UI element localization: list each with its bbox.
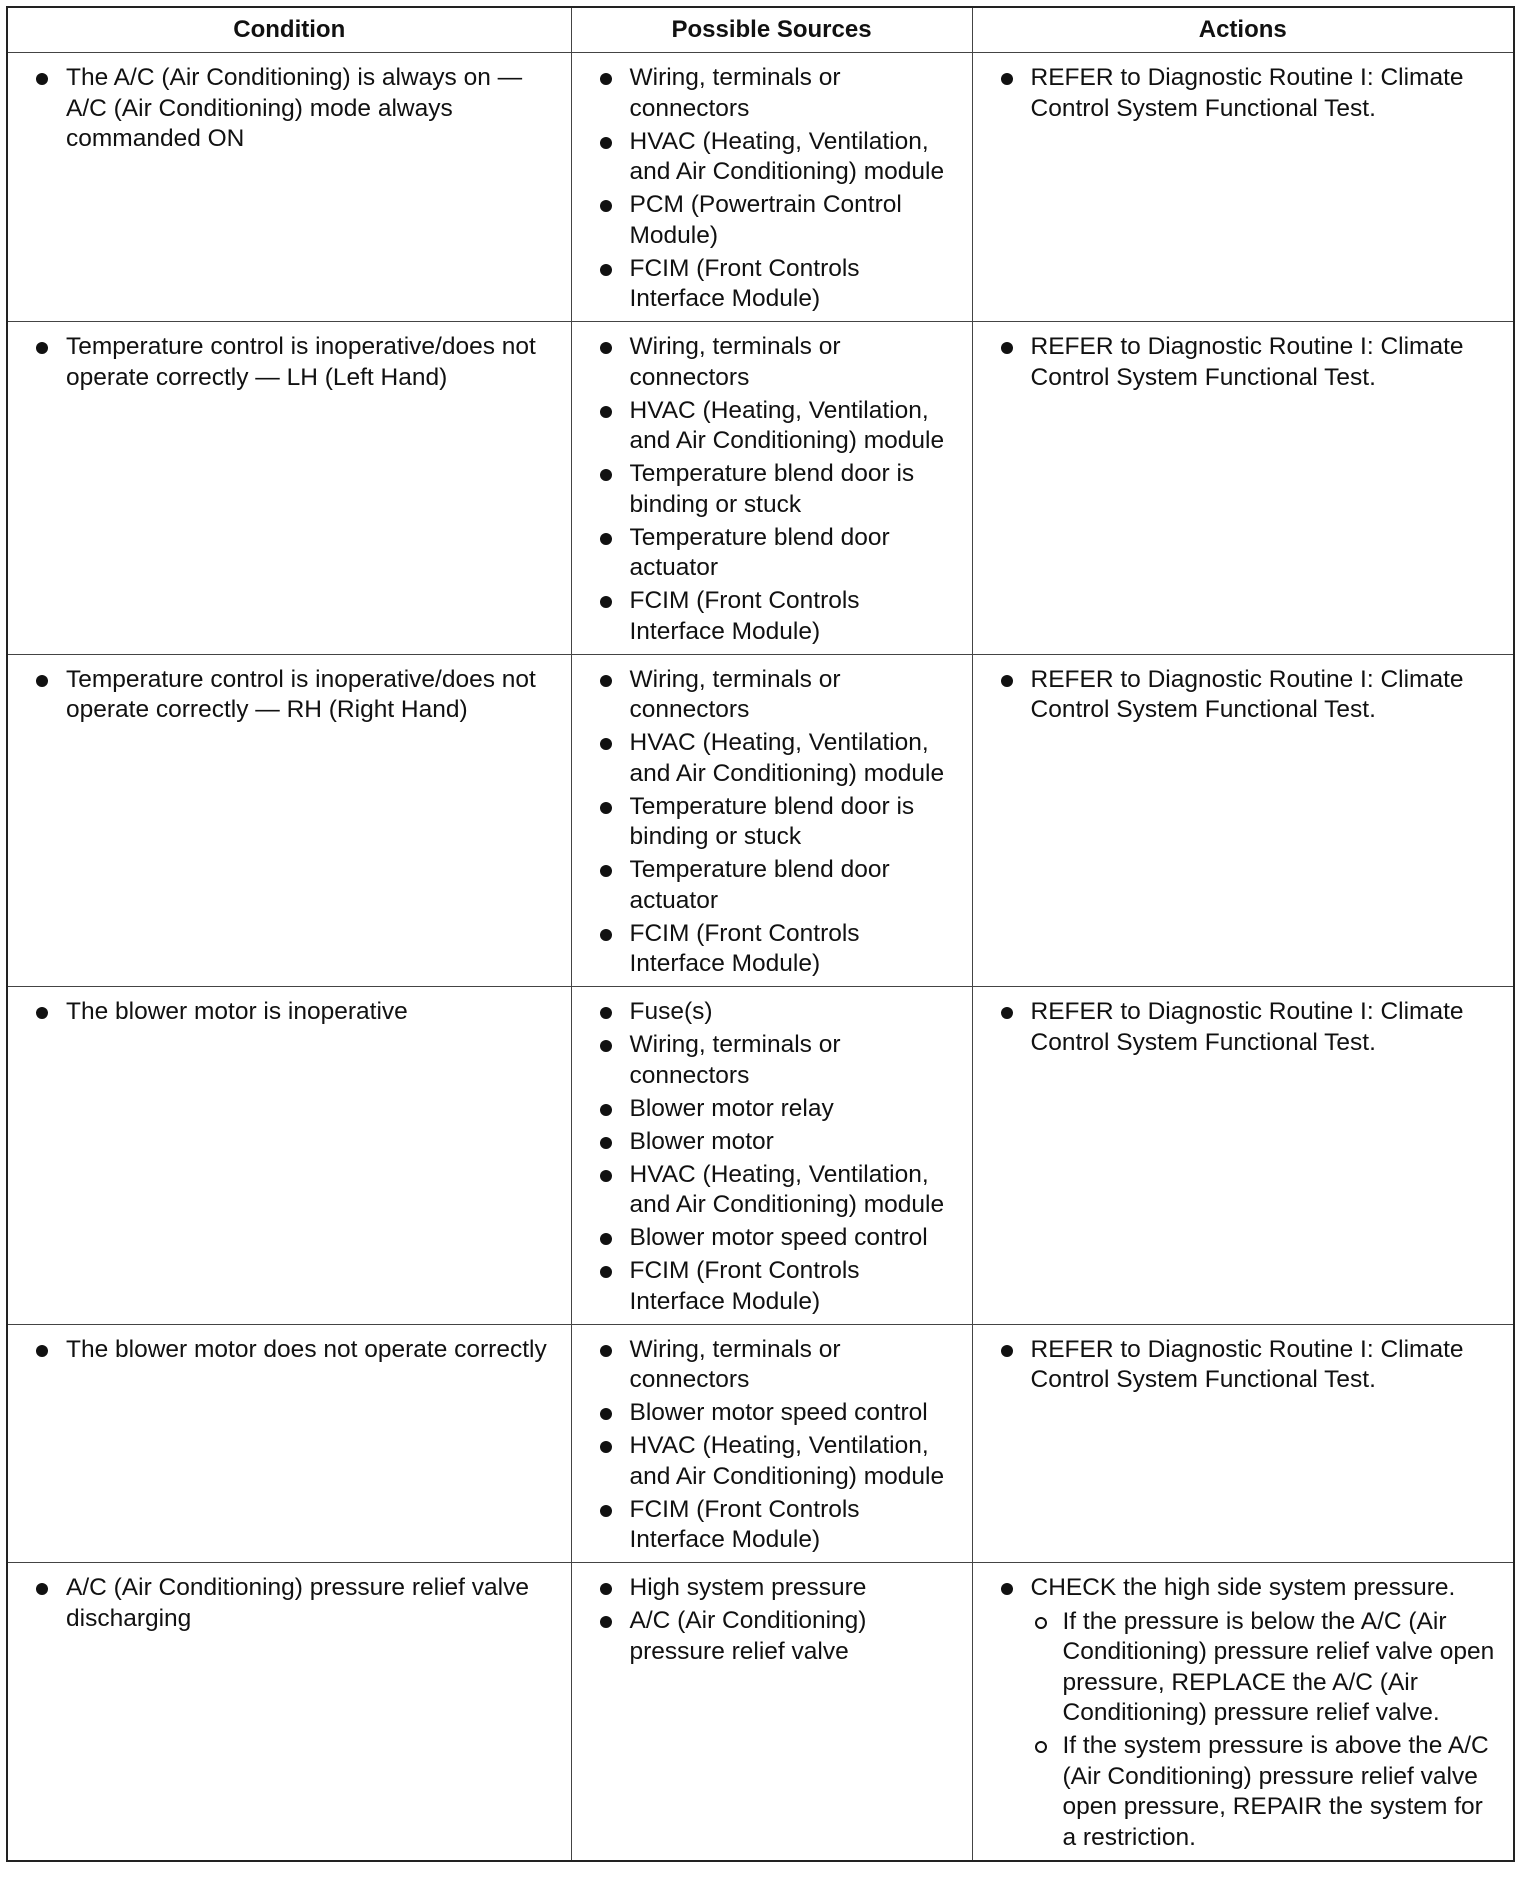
- sources-list: [598, 332, 960, 647]
- sources-list: [598, 63, 960, 315]
- table-row: [7, 322, 1514, 655]
- action-item: REFER to Diagnostic Routine I: Climate Control System Functional Test.: [999, 665, 1502, 726]
- action-sub-item: If the pressure is below the A/C (Air Conditioning) pressure relief valve open pressure, REPLACE the A/C (Air Conditioning) pressure relief valve.: [1031, 1607, 1502, 1729]
- table-row: [7, 1324, 1514, 1563]
- condition-cell: [7, 322, 571, 655]
- header-row: [7, 7, 1514, 53]
- source-item: Fuse(s): [598, 997, 960, 1028]
- header-condition: Condition: [7, 7, 571, 53]
- header-actions: Actions: [972, 7, 1514, 53]
- action-sub-item: If the system pressure is above the A/C (Air Conditioning) pressure relief valve open pressure, REPAIR the system for a restriction.: [1031, 1731, 1502, 1853]
- source-item: High system pressure: [598, 1573, 960, 1604]
- condition-item: A/C (Air Conditioning) pressure relief valve discharging: [34, 1573, 559, 1634]
- condition-list: [34, 665, 559, 726]
- condition-list: [34, 1335, 559, 1366]
- action-item: REFER to Diagnostic Routine I: Climate Control System Functional Test.: [999, 63, 1502, 124]
- action-item: REFER to Diagnostic Routine I: Climate Control System Functional Test.: [999, 997, 1502, 1058]
- condition-list: [34, 63, 559, 155]
- source-item: HVAC (Heating, Ventilation, and Air Conditioning) module: [598, 1431, 960, 1492]
- condition-cell: [7, 1563, 571, 1861]
- sources-list: [598, 997, 960, 1317]
- actions-list: [999, 1335, 1502, 1396]
- sources-list: [598, 1335, 960, 1556]
- condition-item: Temperature control is inoperative/does not operate correctly — LH (Left Hand): [34, 332, 559, 393]
- action-item: REFER to Diagnostic Routine I: Climate Control System Functional Test.: [999, 1335, 1502, 1396]
- action-sub-list: [1031, 1607, 1502, 1854]
- source-item: HVAC (Heating, Ventilation, and Air Conditioning) module: [598, 1160, 960, 1221]
- source-item: Temperature blend door is binding or stuck: [598, 792, 960, 853]
- action-text: CHECK the high side system pressure.: [1030, 1574, 1456, 1601]
- source-item: Wiring, terminals or connectors: [598, 332, 960, 393]
- sources-list: [598, 665, 960, 980]
- source-item: FCIM (Front Controls Interface Module): [598, 586, 960, 647]
- actions-cell: [972, 1324, 1514, 1563]
- actions-cell: [972, 53, 1514, 322]
- table-row: [7, 987, 1514, 1325]
- sources-cell: [571, 1563, 972, 1861]
- condition-list: [34, 997, 559, 1028]
- sources-cell: [571, 1324, 972, 1563]
- actions-list: [999, 332, 1502, 393]
- source-item: Blower motor: [598, 1127, 960, 1158]
- source-item: A/C (Air Conditioning) pressure relief valve: [598, 1606, 960, 1667]
- condition-item: The blower motor is inoperative: [34, 997, 559, 1028]
- table-row: [7, 53, 1514, 322]
- source-item: Blower motor speed control: [598, 1398, 960, 1429]
- source-item: Wiring, terminals or connectors: [598, 665, 960, 726]
- actions-list: [999, 997, 1502, 1058]
- actions-cell: [972, 654, 1514, 987]
- source-item: HVAC (Heating, Ventilation, and Air Conditioning) module: [598, 728, 960, 789]
- source-item: HVAC (Heating, Ventilation, and Air Conditioning) module: [598, 396, 960, 457]
- condition-cell: [7, 53, 571, 322]
- condition-cell: [7, 654, 571, 987]
- sources-cell: [571, 53, 972, 322]
- source-item: PCM (Powertrain Control Module): [598, 190, 960, 251]
- source-item: Blower motor relay: [598, 1094, 960, 1125]
- table-row: [7, 654, 1514, 987]
- actions-cell: [972, 1563, 1514, 1861]
- source-item: FCIM (Front Controls Interface Module): [598, 919, 960, 980]
- source-item: FCIM (Front Controls Interface Module): [598, 1256, 960, 1317]
- condition-item: The A/C (Air Conditioning) is always on — A/C (Air Conditioning) mode always commanded ON: [34, 63, 559, 155]
- source-item: Wiring, terminals or connectors: [598, 63, 960, 124]
- source-item: FCIM (Front Controls Interface Module): [598, 1495, 960, 1556]
- condition-cell: [7, 1324, 571, 1563]
- source-item: Temperature blend door actuator: [598, 855, 960, 916]
- actions-cell: [972, 987, 1514, 1325]
- condition-item: Temperature control is inoperative/does not operate correctly — RH (Right Hand): [34, 665, 559, 726]
- actions-list: [999, 1573, 1502, 1853]
- action-item: [999, 1573, 1502, 1853]
- condition-list: [34, 1573, 559, 1634]
- condition-list: [34, 332, 559, 393]
- source-item: Temperature blend door is binding or stuck: [598, 459, 960, 520]
- diagnosis-table: [6, 6, 1515, 1862]
- sources-cell: [571, 322, 972, 655]
- source-item: HVAC (Heating, Ventilation, and Air Conditioning) module: [598, 127, 960, 188]
- source-item: FCIM (Front Controls Interface Module): [598, 254, 960, 315]
- table-body: [7, 53, 1514, 1861]
- action-item: REFER to Diagnostic Routine I: Climate Control System Functional Test.: [999, 332, 1502, 393]
- table-row: [7, 1563, 1514, 1861]
- actions-list: [999, 665, 1502, 726]
- source-item: Blower motor speed control: [598, 1223, 960, 1254]
- actions-list: [999, 63, 1502, 124]
- header-possible-sources: Possible Sources: [571, 7, 972, 53]
- sources-cell: [571, 987, 972, 1325]
- actions-cell: [972, 322, 1514, 655]
- source-item: Wiring, terminals or connectors: [598, 1030, 960, 1091]
- sources-list: [598, 1573, 960, 1667]
- condition-item: The blower motor does not operate correctly: [34, 1335, 559, 1366]
- source-item: Wiring, terminals or connectors: [598, 1335, 960, 1396]
- source-item: Temperature blend door actuator: [598, 523, 960, 584]
- condition-cell: [7, 987, 571, 1325]
- sources-cell: [571, 654, 972, 987]
- table-header: [7, 7, 1514, 53]
